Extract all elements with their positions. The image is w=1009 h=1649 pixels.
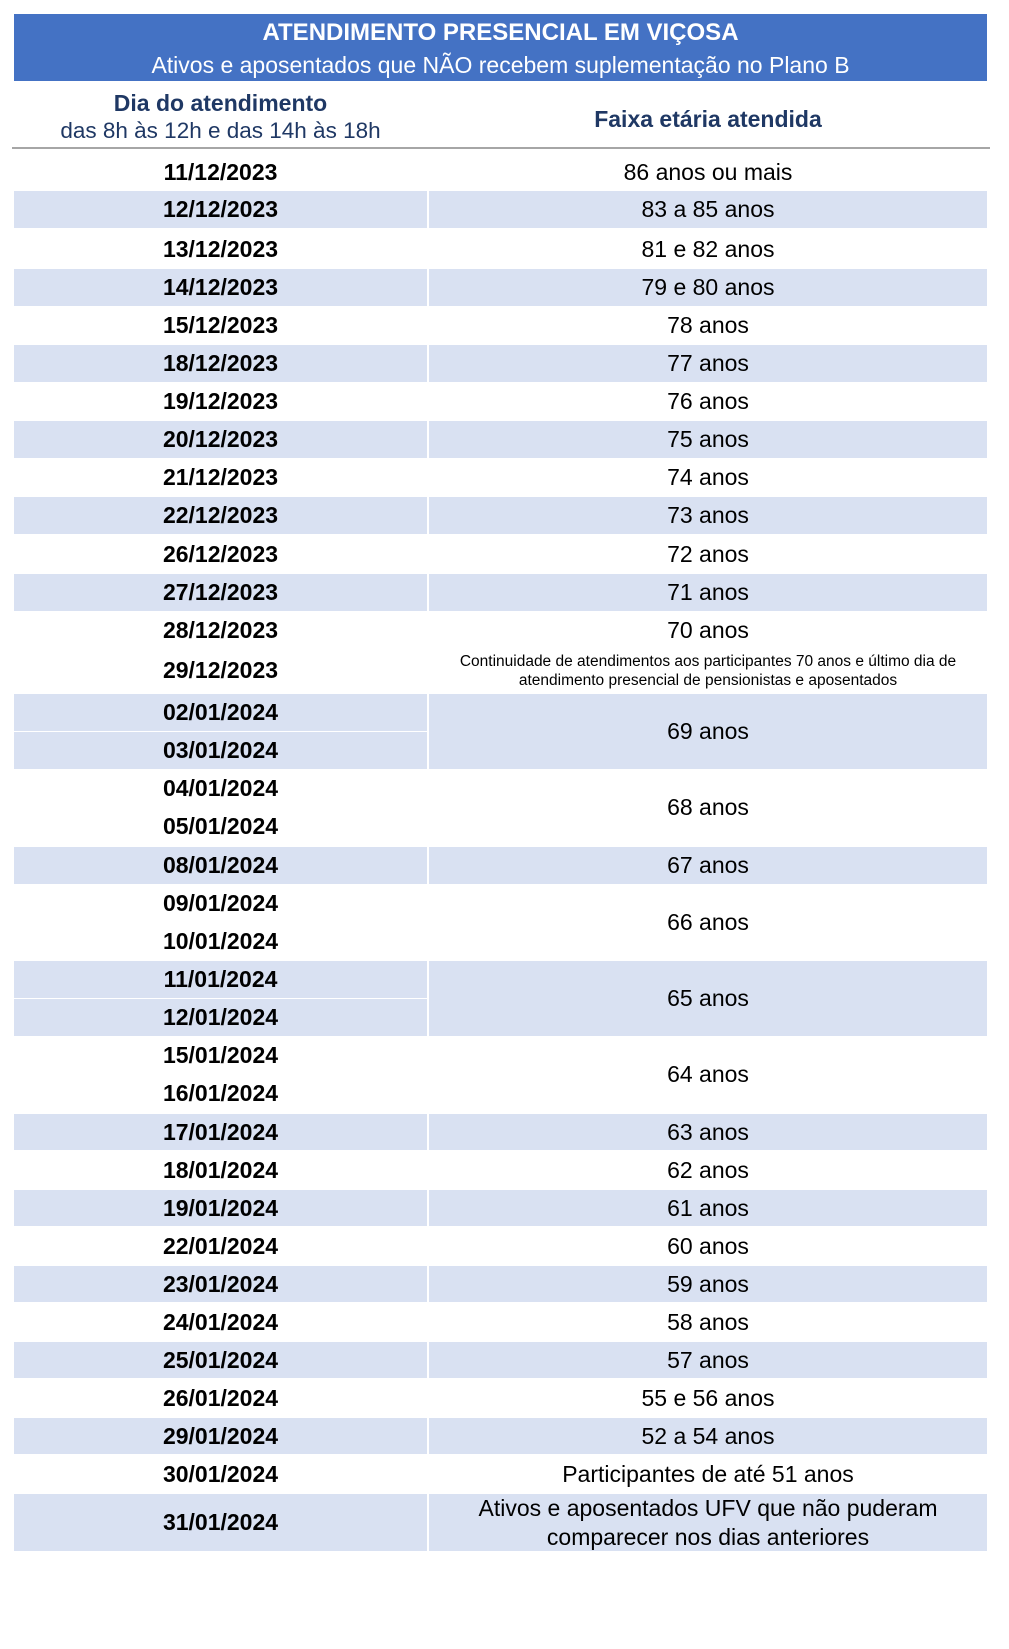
date-cell: 27/12/2023 bbox=[14, 574, 427, 611]
age-range-cell: 55 e 56 anos bbox=[641, 1385, 775, 1411]
date-cell: 23/01/2024 bbox=[14, 1266, 427, 1302]
age-range-cell: 52 a 54 anos bbox=[429, 1418, 987, 1454]
age-range-cell: 64 anos bbox=[667, 1061, 749, 1087]
age-range-cell: 72 anos bbox=[667, 540, 749, 567]
date-cell: 30/01/2024 bbox=[162, 1461, 279, 1487]
age-range-cell: 79 e 80 anos bbox=[429, 269, 987, 306]
column-header-age: Faixa etária atendida bbox=[594, 106, 822, 132]
date-cell: 18/01/2024 bbox=[162, 1157, 279, 1183]
date-cell: 19/12/2023 bbox=[162, 387, 279, 414]
column-header-date-subtitle: das 8h às 12h e das 14h às 18h bbox=[60, 118, 381, 143]
date-cell: 29/12/2023 bbox=[162, 657, 279, 683]
date-cell: 02/01/2024 bbox=[14, 694, 427, 731]
age-range-cell: Ativos e aposentados UFV que não puderam comparecer nos dias anteriores bbox=[429, 1494, 987, 1551]
age-range-cell: 61 anos bbox=[429, 1190, 987, 1226]
age-range-cell: 57 anos bbox=[429, 1342, 987, 1378]
age-range-cell: 66 anos bbox=[667, 909, 749, 935]
date-cell: 03/01/2024 bbox=[14, 732, 427, 769]
date-cell: 09/01/2024 bbox=[162, 890, 279, 916]
age-range-cell: 59 anos bbox=[429, 1266, 987, 1302]
date-cell: 25/01/2024 bbox=[14, 1342, 427, 1378]
age-range-cell: 81 e 82 anos bbox=[641, 235, 775, 262]
date-cell: 26/12/2023 bbox=[162, 540, 279, 567]
date-cell: 11/01/2024 bbox=[14, 961, 427, 998]
age-range-cell: 73 anos bbox=[429, 497, 987, 534]
date-cell: 22/12/2023 bbox=[14, 497, 427, 534]
date-cell: 29/01/2024 bbox=[14, 1418, 427, 1454]
age-range-cell: 69 anos bbox=[429, 694, 987, 769]
date-cell: 12/12/2023 bbox=[14, 191, 427, 228]
age-range-cell: 75 anos bbox=[429, 421, 987, 458]
date-cell: 12/01/2024 bbox=[14, 999, 427, 1036]
column-header-date-title: Dia do atendimento bbox=[113, 90, 328, 116]
date-cell: 17/01/2024 bbox=[14, 1114, 427, 1150]
age-range-cell: 76 anos bbox=[667, 387, 749, 414]
banner-title: ATENDIMENTO PRESENCIAL EM VIÇOSA bbox=[262, 19, 739, 46]
column-header-date bbox=[14, 90, 427, 144]
age-range-cell: 68 anos bbox=[667, 794, 749, 820]
date-cell: 19/01/2024 bbox=[14, 1190, 427, 1226]
age-range-cell: 83 a 85 anos bbox=[429, 191, 987, 228]
age-range-cell: 78 anos bbox=[667, 311, 749, 338]
age-range-cell: 63 anos bbox=[429, 1114, 987, 1150]
date-cell: 15/01/2024 bbox=[162, 1042, 279, 1068]
date-cell: 26/01/2024 bbox=[162, 1385, 279, 1411]
date-cell: 20/12/2023 bbox=[14, 421, 427, 458]
header-divider bbox=[12, 147, 990, 149]
date-cell: 21/12/2023 bbox=[162, 463, 279, 490]
title-banner bbox=[14, 14, 987, 81]
age-range-cell: 71 anos bbox=[429, 574, 987, 611]
date-cell: 05/01/2024 bbox=[162, 813, 279, 839]
age-range-cell: Continuidade de atendimentos aos participantes 70 anos e último dia de atendimento presencial de pensionistas e aposentados bbox=[459, 652, 957, 689]
date-cell: 13/12/2023 bbox=[162, 235, 279, 262]
age-range-cell: 65 anos bbox=[429, 961, 987, 1036]
date-cell: 14/12/2023 bbox=[14, 269, 427, 306]
date-cell: 28/12/2023 bbox=[162, 616, 279, 643]
date-cell: 10/01/2024 bbox=[162, 928, 279, 954]
age-range-cell: 67 anos bbox=[429, 847, 987, 884]
date-cell: 08/01/2024 bbox=[14, 847, 427, 884]
age-range-cell: 58 anos bbox=[667, 1309, 749, 1335]
date-cell: 24/01/2024 bbox=[162, 1309, 279, 1335]
age-range-cell: 62 anos bbox=[667, 1157, 749, 1183]
banner-subtitle: Ativos e aposentados que NÃO recebem suplementação no Plano B bbox=[151, 52, 850, 78]
date-cell: 04/01/2024 bbox=[162, 775, 279, 801]
age-range-cell: Participantes de até 51 anos bbox=[562, 1461, 854, 1487]
age-range-cell: 86 anos ou mais bbox=[623, 158, 793, 185]
age-range-cell: 60 anos bbox=[667, 1233, 749, 1259]
date-cell: 31/01/2024 bbox=[14, 1494, 427, 1551]
date-cell: 22/01/2024 bbox=[162, 1233, 279, 1259]
date-cell: 11/12/2023 bbox=[163, 158, 278, 185]
age-range-cell: 74 anos bbox=[667, 463, 749, 490]
age-range-cell: 77 anos bbox=[429, 345, 987, 382]
age-range-cell: 70 anos bbox=[667, 616, 749, 643]
date-cell: 15/12/2023 bbox=[162, 311, 279, 338]
date-cell: 16/01/2024 bbox=[162, 1080, 279, 1106]
date-cell: 18/12/2023 bbox=[14, 345, 427, 382]
